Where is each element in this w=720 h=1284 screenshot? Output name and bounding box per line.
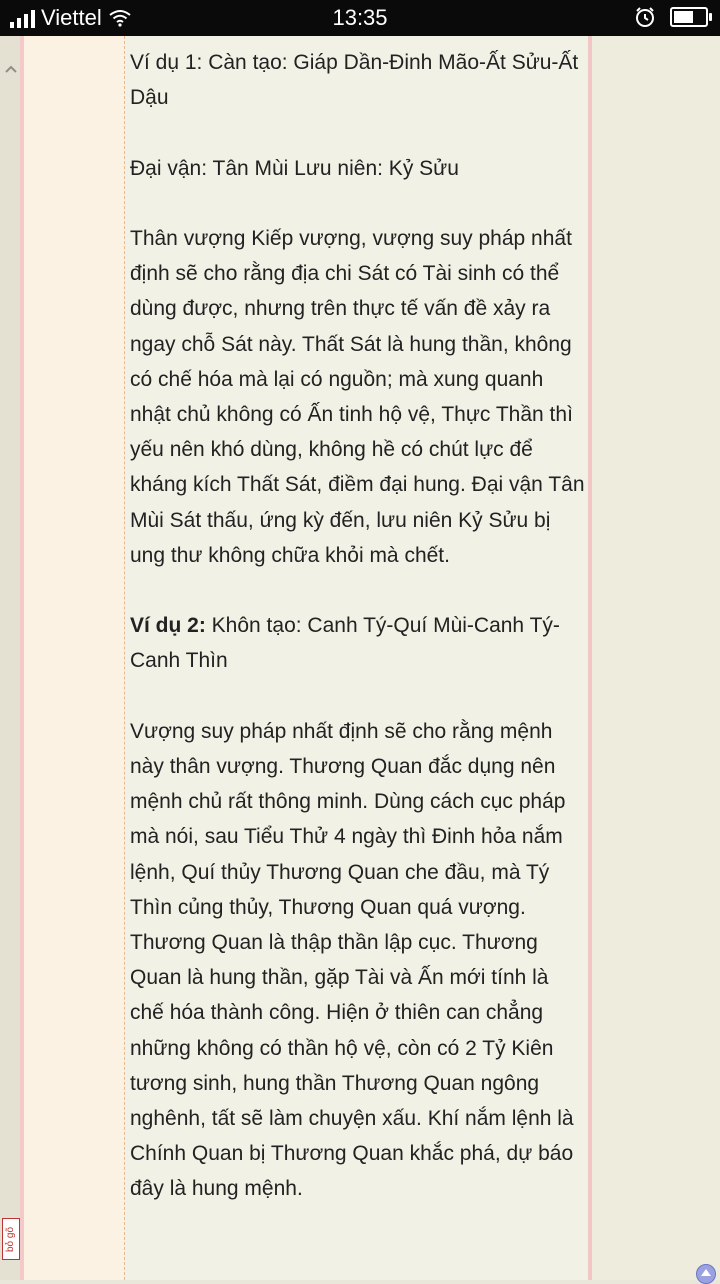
example-2-heading: [130, 608, 585, 678]
example-1-dai-van: Đại vận: Tân Mùi Lưu niên: Kỷ Sửu: [130, 156, 459, 180]
status-bar: [0, 0, 720, 36]
alarm-icon: [634, 6, 656, 28]
battery-level: [674, 11, 693, 23]
clock: 13:35: [332, 5, 388, 30]
example-2-title: Khôn tạo: Canh Tý-Quí Mùi-Canh Tý-Canh Thìn: [130, 614, 560, 673]
example-1-body: Thân vượng Kiếp vượng, vượng suy pháp nhất định sẽ cho rằng địa chi Sát có Tài sinh có thể dùng được, nhưng trên thực tế vấn đề xảy ra ngay chỗ Sát này. Thất Sát là hung thần, không có chế hóa mà lại có nguồn; mà xung quanh nhật chủ không có Ấn tinh hộ vệ, Thực Thần thì yếu nên khó dùng, không hề có chút lực để kháng kích Thất Sát, điềm đại hung. Đại vận Tân Mùi Sát thấu, ứng kỳ đến, lưu niên Kỷ Sửu bị ung thư không chữa khỏi mà chết.: [130, 226, 585, 567]
example-1-heading: Ví dụ 1: Càn tạo: Giáp Dần-Đinh Mão-Ất Sửu-Ất Dậu: [130, 51, 579, 110]
carrier-name: Viettel: [41, 5, 102, 30]
example-2-body: Vượng suy pháp nhất định sẽ cho rằng mệnh này thân vượng. Thương Quan đắc dụng nên mệnh chủ rất thông minh. Dùng cách cục pháp mà nói, sau Tiểu Thử 4 ngày thì Đinh hỏa nắm lệnh, Quí thủy Thương Quan che đầu, mà Tý Thìn củng thủy, Thương Quan quá vượng. Thương Quan là thập thần lập cục. Thương Quan là hung thần, gặp Tài và Ấn mới tính là chế hóa thành công. Hiện ở thiên can chẳng những không có thần hộ vệ, còn có 2 Tỷ Kiên tương sinh, hung thần Thương Quan ngông nghênh, tất sẽ làm chuyện xấu. Khí nắm lệnh là Chính Quan bị Thương Quan khắc phá, dự báo đây là hung mệnh.: [130, 719, 574, 1201]
scroll-to-top-button[interactable]: [696, 1264, 716, 1284]
chevron-up-icon[interactable]: [4, 62, 18, 76]
status-icons: [634, 6, 708, 28]
battery-icon: [670, 7, 708, 27]
keyboard-toggle-tab[interactable]: bỏ gõ: [2, 1218, 20, 1260]
left-panel: [24, 36, 125, 1280]
right-margin: [592, 36, 720, 1280]
left-margin: [0, 36, 22, 1280]
article-body: [130, 45, 585, 1242]
example-2-label: Ví dụ 2:: [130, 614, 206, 638]
